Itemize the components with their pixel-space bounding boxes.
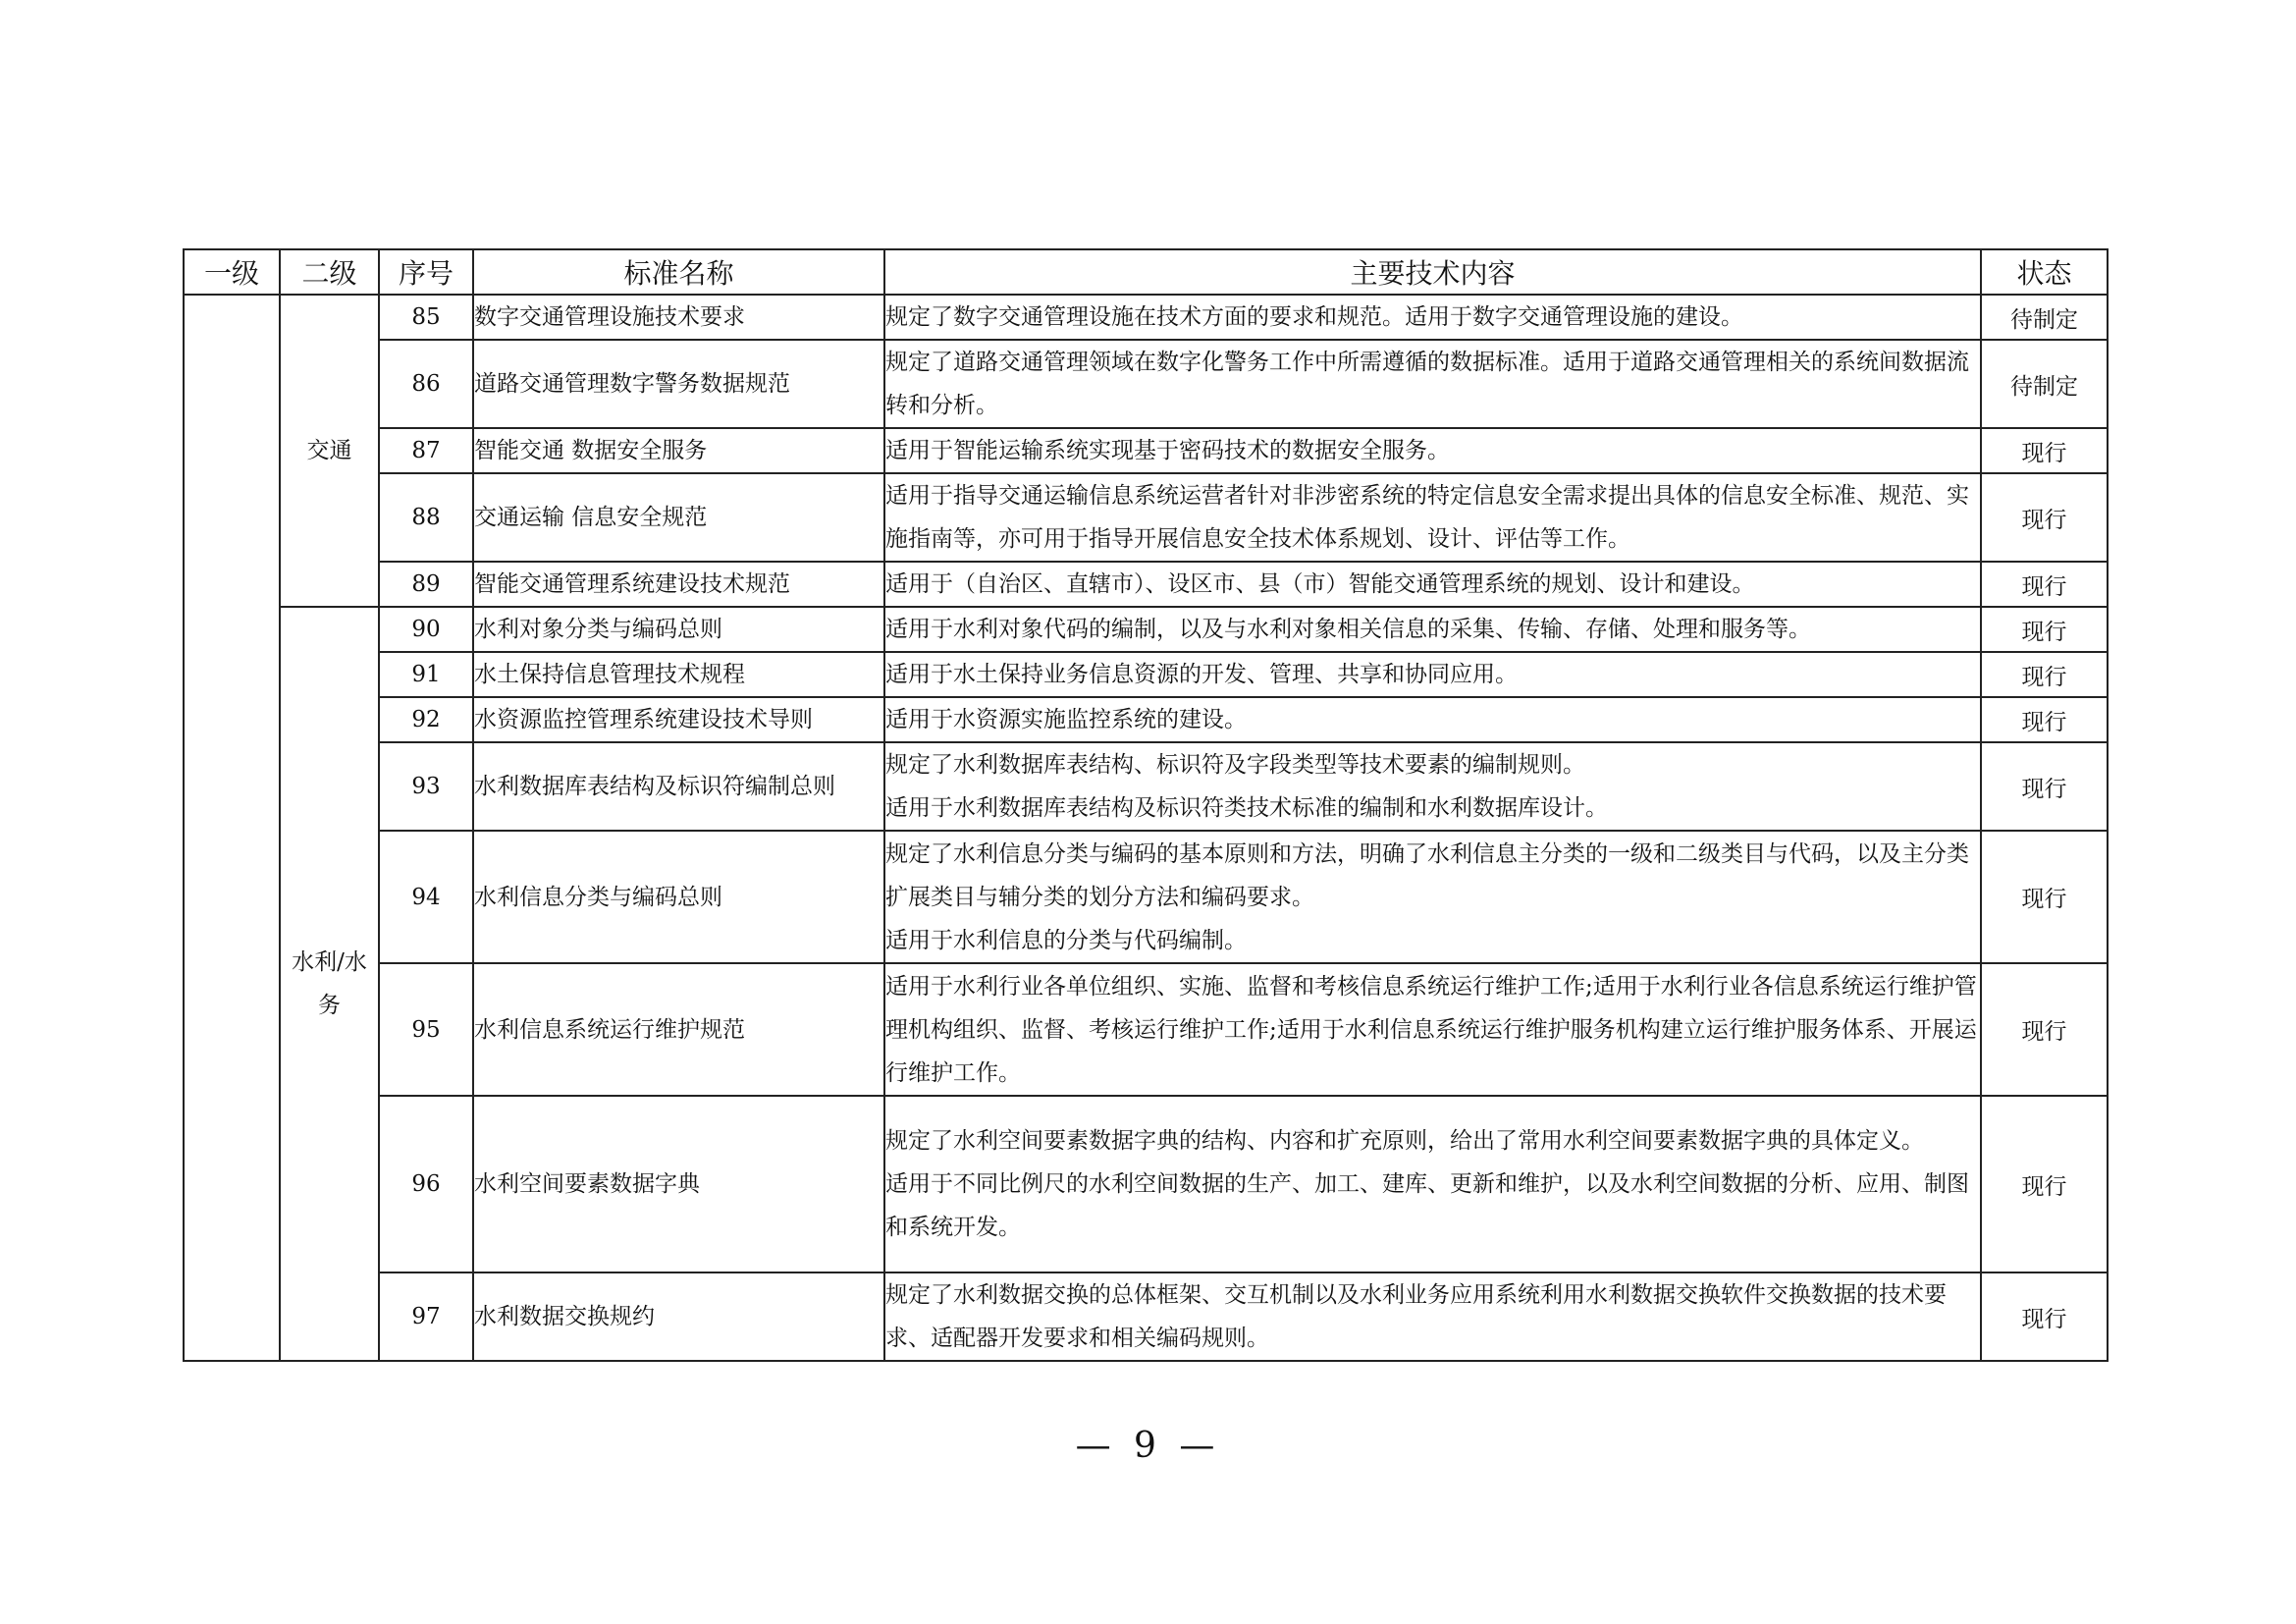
standard-content: 适用于智能运输系统实现基于密码技术的数据安全服务。 — [884, 428, 1981, 473]
standard-name: 水利对象分类与编码总则 — [473, 607, 884, 652]
status-cell: 现行 — [1981, 607, 2108, 652]
table-row — [184, 831, 2108, 963]
row-no: 95 — [379, 963, 473, 1096]
status-cell: 现行 — [1981, 742, 2108, 831]
header-status: 状态 — [1981, 249, 2108, 295]
standard-name: 水资源监控管理系统建设技术导则 — [473, 697, 884, 742]
status-cell: 待制定 — [1981, 295, 2108, 340]
standard-content: 规定了水利数据交换的总体框架、交互机制以及水利业务应用系统利用水利数据交换软件交换数据的技术要求、适配器开发要求和相关编码规则。 — [884, 1272, 1981, 1361]
header-name: 标准名称 — [473, 249, 884, 295]
standard-content: 适用于水资源实施监控系统的建设。 — [884, 697, 1981, 742]
table-row — [184, 1272, 2108, 1361]
standard-content: 规定了道路交通管理领域在数字化警务工作中所需遵循的数据标准。适用于道路交通管理相关的系统间数据流转和分析。 — [884, 340, 1981, 428]
row-no: 90 — [379, 607, 473, 652]
table-row — [184, 652, 2108, 697]
standard-content: 适用于指导交通运输信息系统运营者针对非涉密系统的特定信息安全需求提出具体的信息安全标准、规范、实施指南等，亦可用于指导开展信息安全技术体系规划、设计、评估等工作。 — [884, 473, 1981, 562]
status-cell: 现行 — [1981, 473, 2108, 562]
status-cell: 现行 — [1981, 1096, 2108, 1272]
standard-name: 数字交通管理设施技术要求 — [473, 295, 884, 340]
content-paragraph: 规定了水利信息分类与编码的基本原则和方法，明确了水利信息主分类的一级和二级类目与代码，以及主分类扩展类目与辅分类的划分方法和编码要求。 — [885, 840, 1969, 910]
level2-cell-water: 水利/水务 — [280, 607, 379, 1361]
table-row — [184, 562, 2108, 607]
standard-name: 智能交通 数据安全服务 — [473, 428, 884, 473]
content-paragraph: 规定了水利数据库表结构、标识符及字段类型等技术要素的编制规则。 — [885, 752, 1585, 778]
standard-content: 适用于水利行业各单位组织、实施、监督和考核信息系统运行维护工作;适用于水利行业各信息系统运行维护管理机构组织、监督、考核运行维护工作;适用于水利信息系统运行维护服务机构建立运行维护服务体系、开展运行维护工作。 — [884, 963, 1981, 1096]
standard-name: 道路交通管理数字警务数据规范 — [473, 340, 884, 428]
status-cell: 现行 — [1981, 1272, 2108, 1361]
row-no: 85 — [379, 295, 473, 340]
standard-name: 智能交通管理系统建设技术规范 — [473, 562, 884, 607]
row-no: 91 — [379, 652, 473, 697]
header-content: 主要技术内容 — [884, 249, 1981, 295]
table-row — [184, 963, 2108, 1096]
standard-content — [884, 831, 1981, 963]
table-row — [184, 428, 2108, 473]
content-paragraph: 适用于水利信息的分类与代码编制。 — [885, 927, 1247, 953]
page-number: — 9 — — [1075, 1426, 1221, 1466]
standards-table — [183, 248, 2109, 1362]
standard-name: 水利数据库表结构及标识符编制总则 — [473, 742, 884, 831]
table-row — [184, 295, 2108, 340]
table-row — [184, 473, 2108, 562]
standard-name: 水利信息系统运行维护规范 — [473, 963, 884, 1096]
level2-cell-transport: 交通 — [280, 295, 379, 607]
row-no: 86 — [379, 340, 473, 428]
standard-content: 适用于水利对象代码的编制，以及与水利对象相关信息的采集、传输、存储、处理和服务等。 — [884, 607, 1981, 652]
standard-content — [884, 742, 1981, 831]
status-cell: 现行 — [1981, 831, 2108, 963]
standard-name: 水利数据交换规约 — [473, 1272, 884, 1361]
row-no: 92 — [379, 697, 473, 742]
standard-content: 规定了数字交通管理设施在技术方面的要求和规范。适用于数字交通管理设施的建设。 — [884, 295, 1981, 340]
status-cell: 现行 — [1981, 963, 2108, 1096]
status-cell: 待制定 — [1981, 340, 2108, 428]
table-row — [184, 1096, 2108, 1272]
standard-name: 水利空间要素数据字典 — [473, 1096, 884, 1272]
row-no: 97 — [379, 1272, 473, 1361]
status-cell: 现行 — [1981, 652, 2108, 697]
content-paragraph: 规定了水利空间要素数据字典的结构、内容和扩充原则，给出了常用水利空间要素数据字典的具体定义。 — [885, 1128, 1924, 1154]
row-no: 89 — [379, 562, 473, 607]
header-level1: 一级 — [184, 249, 280, 295]
content-paragraph: 适用于不同比例尺的水利空间数据的生产、加工、建库、更新和维护，以及水利空间数据的分析、应用、制图和系统开发。 — [885, 1171, 1969, 1240]
content-paragraph: 适用于水利数据库表结构及标识符类技术标准的编制和水利数据库设计。 — [885, 795, 1608, 821]
standard-name: 水利信息分类与编码总则 — [473, 831, 884, 963]
row-no: 87 — [379, 428, 473, 473]
header-row — [184, 249, 2108, 295]
standard-content: 适用于水土保持业务信息资源的开发、管理、共享和协同应用。 — [884, 652, 1981, 697]
row-no: 88 — [379, 473, 473, 562]
standard-name: 交通运输 信息安全规范 — [473, 473, 884, 562]
status-cell: 现行 — [1981, 428, 2108, 473]
row-no: 93 — [379, 742, 473, 831]
header-no: 序号 — [379, 249, 473, 295]
table-row — [184, 607, 2108, 652]
status-cell: 现行 — [1981, 697, 2108, 742]
row-no: 94 — [379, 831, 473, 963]
table-row — [184, 742, 2108, 831]
table-row — [184, 340, 2108, 428]
level1-cell — [184, 295, 280, 1361]
table-row — [184, 697, 2108, 742]
row-no: 96 — [379, 1096, 473, 1272]
standard-content: 适用于（自治区、直辖市）、设区市、县（市）智能交通管理系统的规划、设计和建设。 — [884, 562, 1981, 607]
standard-content — [884, 1096, 1981, 1272]
status-cell: 现行 — [1981, 562, 2108, 607]
standard-name: 水土保持信息管理技术规程 — [473, 652, 884, 697]
header-level2: 二级 — [280, 249, 379, 295]
